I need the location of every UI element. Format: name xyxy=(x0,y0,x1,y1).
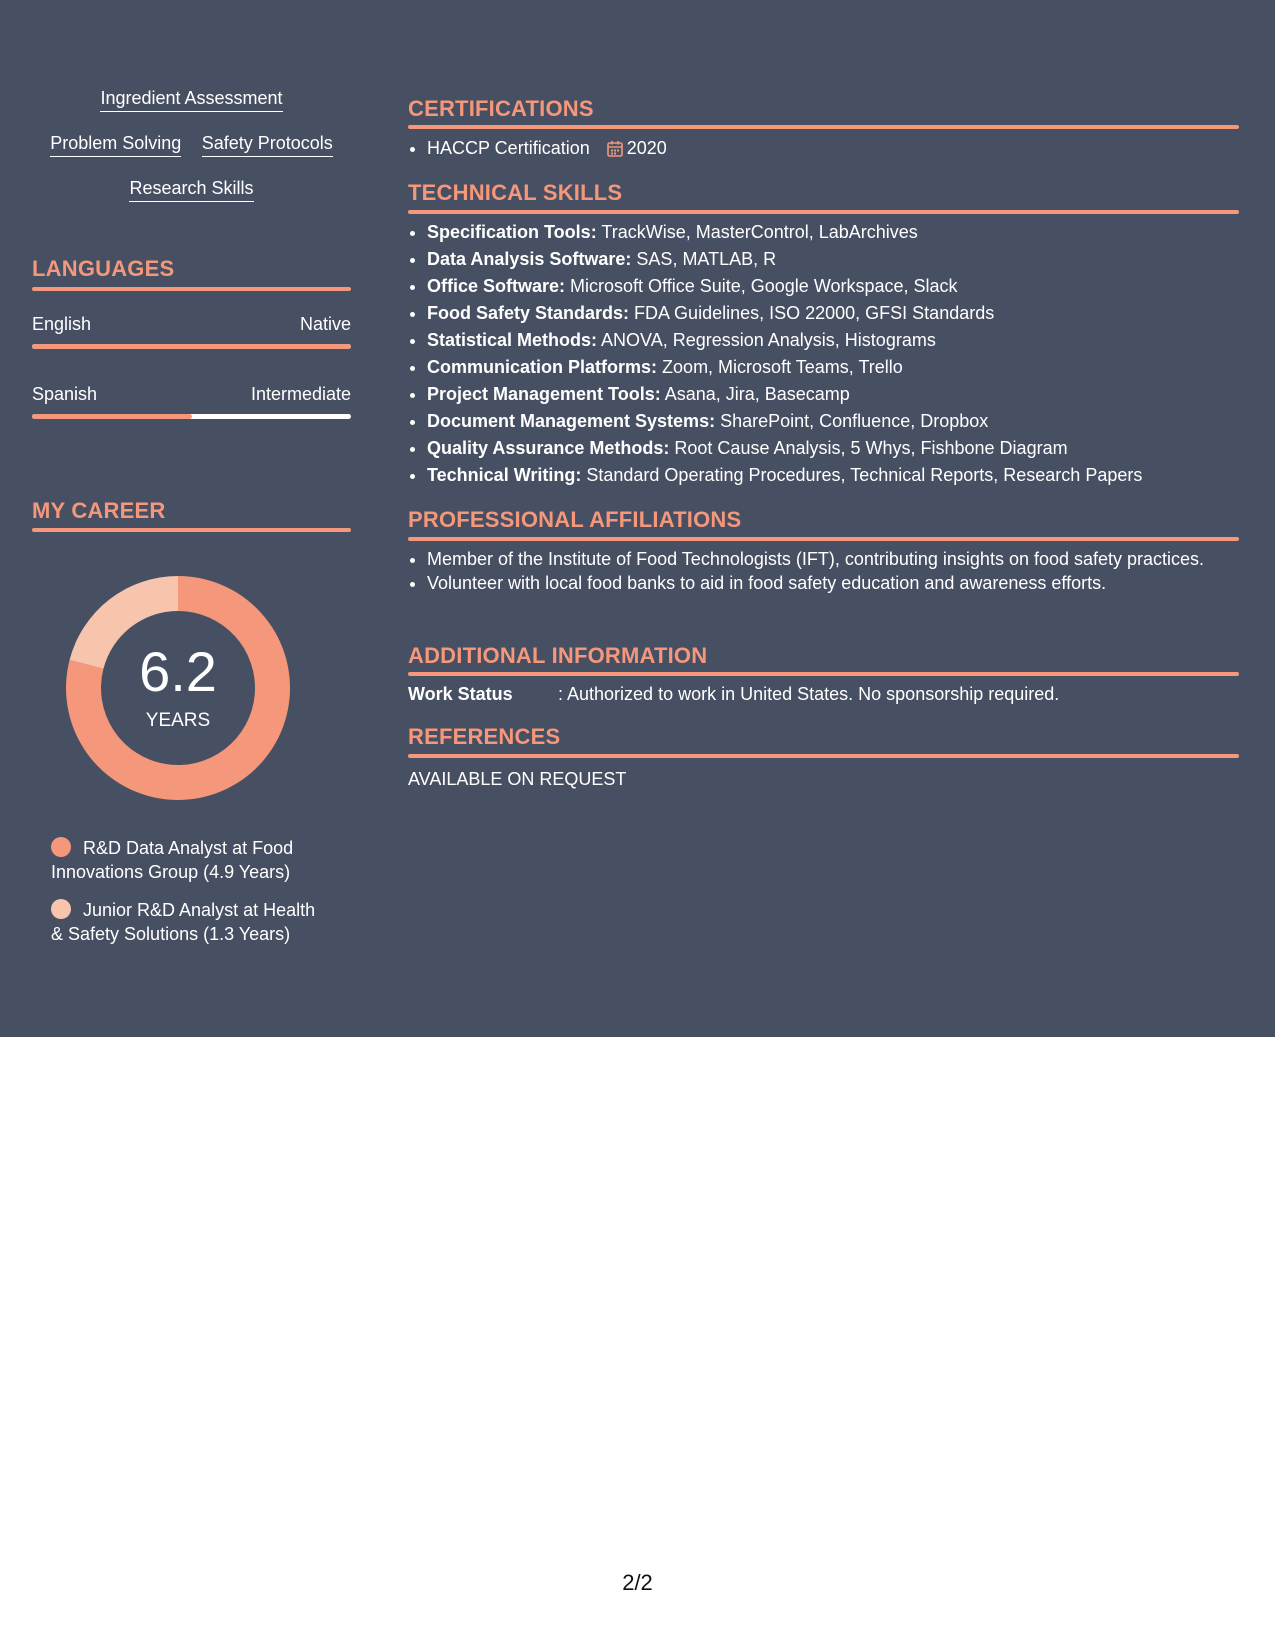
tech-skill-value: Zoom, Microsoft Teams, Trello xyxy=(662,357,903,377)
skill-tag: Ingredient Assessment xyxy=(100,88,282,112)
language-bar-spanish xyxy=(32,414,351,419)
languages-title: LANGUAGES xyxy=(32,256,175,281)
tech-skill-label: Data Analysis Software: xyxy=(427,249,632,269)
career-rule xyxy=(32,528,351,532)
language-bar-english xyxy=(32,344,351,349)
page-number: 2/2 xyxy=(622,1570,653,1595)
legend-label: R&D Data Analyst at Food Innovations Group (4.9 Years) xyxy=(51,838,294,882)
tech-skill-item xyxy=(427,435,1239,462)
tech-skill-item xyxy=(427,408,1239,435)
language-fill xyxy=(32,344,351,349)
tech-skill-value: Microsoft Office Suite, Google Workspace, Slack xyxy=(570,276,958,296)
legend-label: Junior R&D Analyst at Health & Safety Solutions (1.3 Years) xyxy=(51,900,316,944)
language-fill xyxy=(32,414,192,419)
tech-skill-label: Communication Platforms: xyxy=(427,357,658,377)
tech-skill-value: Root Cause Analysis, 5 Whys, Fishbone Diagram xyxy=(674,438,1068,458)
references-title: REFERENCES xyxy=(408,724,561,749)
tech-skill-item xyxy=(427,327,1239,354)
tech-skill-label: Food Safety Standards: xyxy=(427,303,630,323)
language-name: Spanish xyxy=(32,384,98,404)
tech-skill-label: Office Software: xyxy=(427,276,566,296)
technical-skills-title: TECHNICAL SKILLS xyxy=(408,180,623,205)
legend-dot xyxy=(51,899,71,919)
certifications-rule xyxy=(408,125,1239,129)
tech-skill-item xyxy=(427,462,1239,489)
affiliations-title: PROFESSIONAL AFFILIATIONS xyxy=(408,507,742,532)
career-total xyxy=(66,576,290,800)
skill-tag: Problem Solving xyxy=(50,133,181,157)
certification-year: 2020 xyxy=(626,138,667,158)
tech-skill-label: Project Management Tools: xyxy=(427,384,661,404)
skill-tag: Research Skills xyxy=(129,178,253,202)
language-level: Intermediate xyxy=(250,384,351,404)
certifications-list xyxy=(408,135,1239,162)
tech-skill-value: Standard Operating Procedures, Technical Reports, Research Papers xyxy=(586,465,1143,485)
language-name: English xyxy=(32,314,92,334)
tech-skill-label: Technical Writing: xyxy=(427,465,582,485)
technical-skills-rule xyxy=(408,210,1239,214)
tech-skill-label: Statistical Methods: xyxy=(427,330,598,350)
calendar-icon xyxy=(607,140,623,157)
work-status-value: : Authorized to work in United States. No sponsorship required. xyxy=(558,684,1060,704)
tech-skill-label: Quality Assurance Methods: xyxy=(427,438,670,458)
tech-skill-value: TrackWise, MasterControl, LabArchives xyxy=(601,222,918,242)
certification-name: HACCP Certification xyxy=(427,138,590,158)
tech-skill-item xyxy=(427,219,1239,246)
tech-skill-value: SharePoint, Confluence, Dropbox xyxy=(720,411,989,431)
technical-skills-list xyxy=(408,219,1239,489)
career-total-unit: YEARS xyxy=(145,710,211,731)
skills-row-3 xyxy=(32,178,351,202)
certification-item xyxy=(427,135,1239,162)
work-status-label: Work Status xyxy=(408,684,513,704)
references-rule xyxy=(408,754,1239,758)
tech-skill-item xyxy=(427,246,1239,273)
career-total-value: 6.2 xyxy=(139,640,217,703)
skills-row-1 xyxy=(32,88,351,112)
tech-skill-value: SAS, MATLAB, R xyxy=(636,249,777,269)
skill-tag: Safety Protocols xyxy=(202,133,333,157)
tech-skill-value: FDA Guidelines, ISO 22000, GFSI Standards xyxy=(634,303,995,323)
references-text: AVAILABLE ON REQUEST xyxy=(408,769,627,789)
tech-skill-value: ANOVA, Regression Analysis, Histograms xyxy=(601,330,936,350)
tech-skill-item xyxy=(427,300,1239,327)
tech-skill-value: Asana, Jira, Basecamp xyxy=(664,384,850,404)
tech-skill-item xyxy=(427,381,1239,408)
career-legend-item xyxy=(51,836,331,884)
tech-skill-label: Specification Tools: xyxy=(427,222,597,242)
certifications-title: CERTIFICATIONS xyxy=(408,96,594,121)
tech-skill-item xyxy=(427,354,1239,381)
affiliations-rule xyxy=(408,537,1239,541)
skills-row-2 xyxy=(32,133,351,157)
affiliation-item: • Member of the Institute of Food Technologists (IFT), contributing insights on food safety practices. xyxy=(427,547,1239,571)
additional-info-rule xyxy=(408,672,1239,676)
tech-skill-item xyxy=(427,273,1239,300)
career-title: MY CAREER xyxy=(32,498,166,523)
languages-rule xyxy=(32,287,351,291)
legend-dot xyxy=(51,837,71,857)
career-legend-item xyxy=(51,898,331,946)
additional-info-title: ADDITIONAL INFORMATION xyxy=(408,643,708,668)
affiliation-item: • Volunteer with local food banks to aid in food safety education and awareness efforts. xyxy=(427,571,1239,595)
affiliations-list xyxy=(408,547,1239,595)
language-level: Native xyxy=(299,314,351,334)
work-status xyxy=(408,684,1059,705)
tech-skill-label: Document Management Systems: xyxy=(427,411,716,431)
